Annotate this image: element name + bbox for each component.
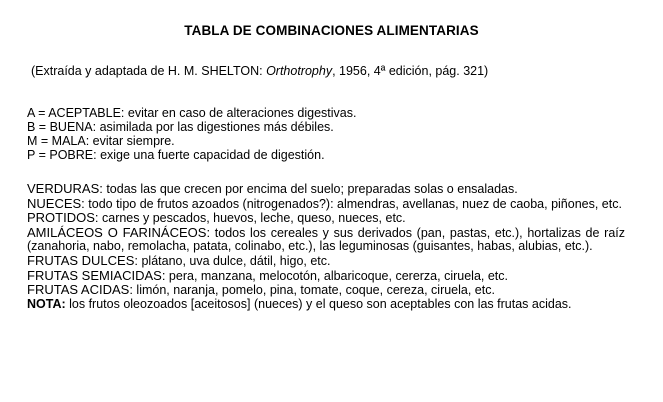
category-text: pera, manzana, melocotón, albaricoque, cererza, ciruela, etc.: [165, 268, 508, 283]
legend-key: M = MALA:: [27, 134, 90, 148]
category-label: AMILÁCEOS O FARINÁCEOS:: [27, 224, 211, 240]
category-frutas-semiacidas: [27, 269, 625, 284]
legend-key: A = ACEPTABLE:: [27, 106, 125, 120]
legend-text: evitar siempre.: [89, 134, 175, 148]
category-frutas-acidas: [27, 283, 625, 298]
category-nueces: [27, 197, 625, 212]
category-text: todas las que crecen por encima del suelo; preparadas solas o ensaladas.: [102, 182, 518, 196]
category-label: NUECES:: [27, 195, 85, 211]
note-text: los frutos oleozoados [aceitosos] (nueces) y el queso son aceptables con las frutas acidas.: [65, 296, 572, 311]
source-work-title: Orthotrophy: [266, 64, 333, 78]
food-categories: [27, 182, 625, 311]
category-label: VERDURAS:: [27, 181, 103, 196]
category-label: FRUTAS ACIDAS:: [27, 282, 133, 298]
category-label: FRUTAS DULCES:: [27, 252, 138, 268]
legend-item-pobre: [27, 148, 356, 162]
document-title: TABLA DE COMBINACIONES ALIMENTARIAS: [184, 23, 479, 38]
legend-item-buena: [27, 120, 356, 134]
category-verduras: [27, 182, 625, 197]
note: [27, 298, 625, 312]
legend-item-aceptable: [27, 106, 356, 120]
category-text: plátano, uva dulce, dátil, higo, etc.: [138, 253, 331, 268]
legend-text: evitar en caso de alteraciones digestivas.: [124, 106, 357, 120]
category-label: FRUTAS SEMIACIDAS:: [27, 267, 166, 283]
category-protidos: [27, 211, 625, 226]
legend-key: P = POBRE:: [27, 148, 97, 162]
category-amilaceos: [27, 226, 625, 254]
legend-text: exige una fuerte capacidad de digestión.: [96, 148, 325, 162]
source-suffix: , 1956, 4ª edición, pág. 321): [332, 64, 489, 78]
category-frutas-dulces: [27, 254, 625, 269]
category-label: PROTIDOS:: [27, 210, 99, 226]
legend-item-mala: [27, 134, 356, 148]
source-prefix: (Extraída y adaptada de H. M. SHELTON:: [31, 64, 267, 78]
source-citation: [31, 64, 488, 78]
legend-text: asimilada por las digestiones más débiles.: [96, 120, 334, 134]
category-text: todos los cereales y sus derivados (pan, pastas, etc.), hortalizas de raíz (zanahoria, nabo, remolacha, patata, colinabo, etc.), las leguminosas (guisantes, habas, alubias, etc.).: [27, 225, 625, 254]
category-text: todo tipo de frutos azoados (nitrogenados?): almendras, avellanas, nuez de caoba, piñones, etc.: [84, 196, 622, 211]
legend-key: B = BUENA:: [27, 120, 97, 134]
category-text: carnes y pescados, huevos, leche, queso, nueces, etc.: [98, 211, 406, 226]
rating-legend: [27, 106, 356, 162]
category-text: limón, naranja, pomelo, pina, tomate, coque, cereza, ciruela, etc.: [132, 283, 495, 298]
note-label: NOTA:: [27, 296, 66, 311]
